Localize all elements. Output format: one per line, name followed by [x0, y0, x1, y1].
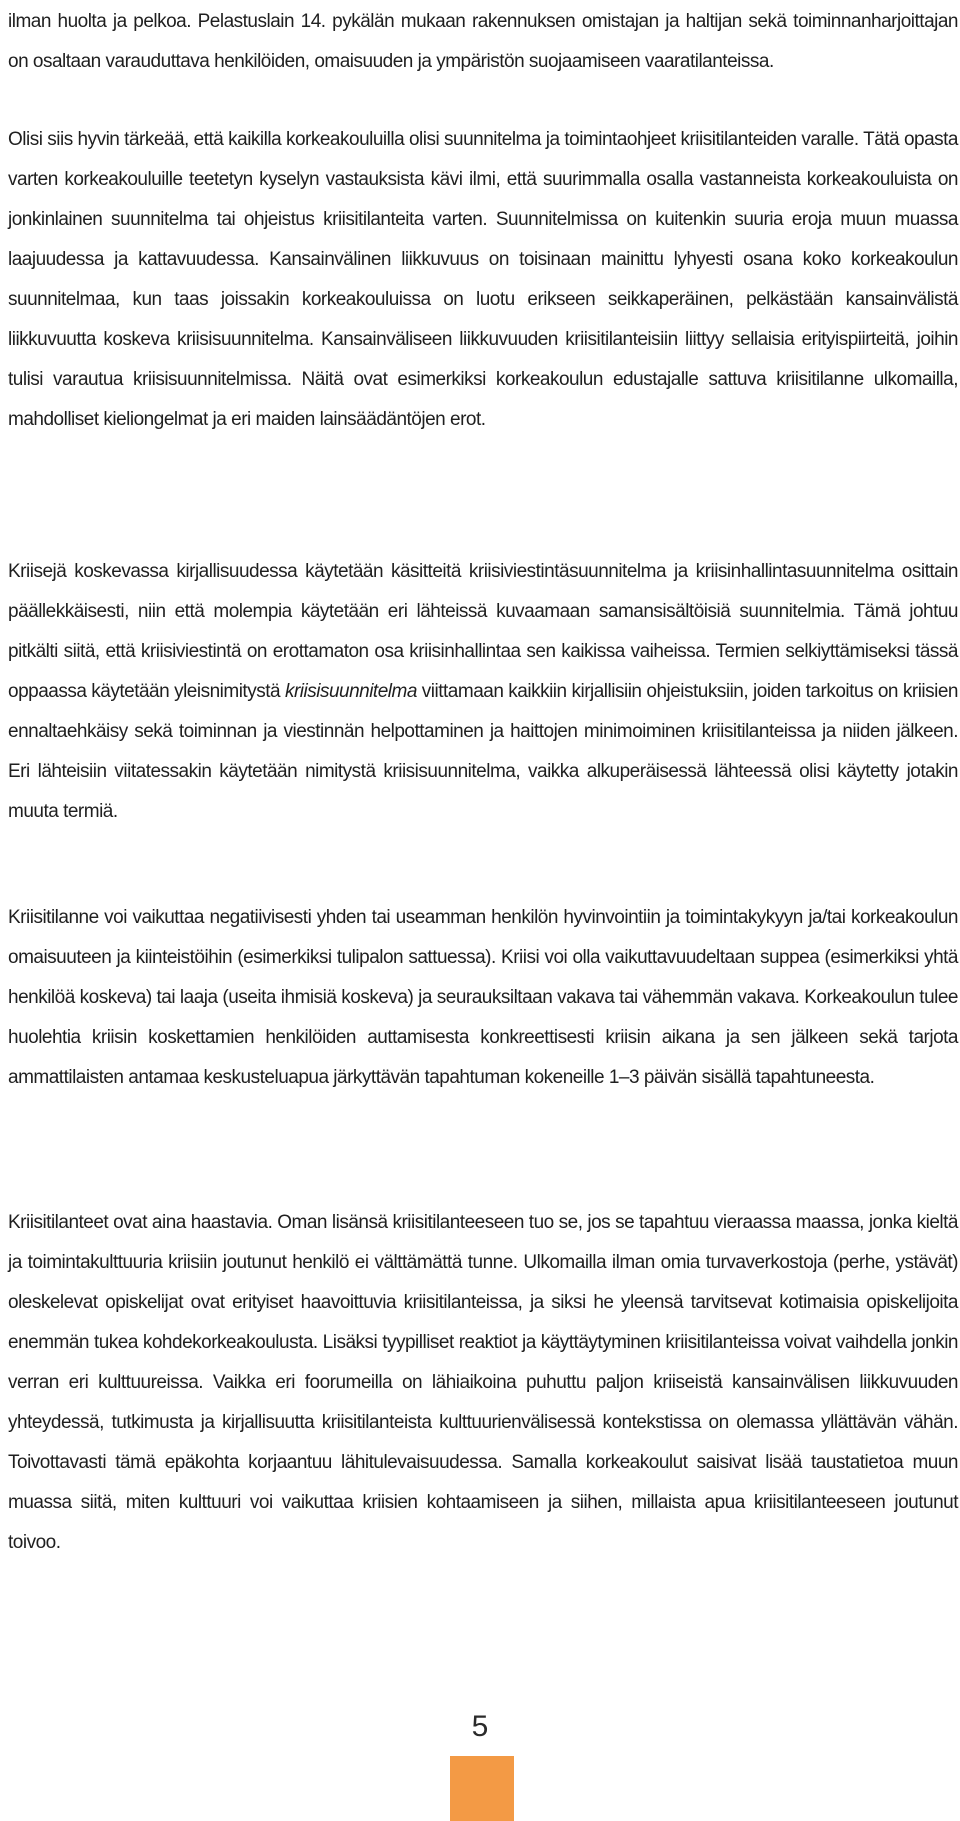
paragraph-2: Olisi siis hyvin tärkeää, että kaikilla korkeakouluilla olisi suunnitelma ja toimintaohjeet kriisitilanteiden varalle. Tätä opasta varten korkeakouluille teetetyn kyselyn vastauksista kävi ilmi, että suurimmalla osalla vastanneista korkeakouluista on jonkinlainen suunnitelma tai ohjeistus kriisitilanteita varten. Suunnitelmissa on kuitenkin suuria eroja muun muassa laajuudessa ja kattavuudessa. Kansainvälinen liikkuvuus on toisinaan mainittu lyhyesti osana koko korkeakoulun suunnitelmaa, kun taas joissakin korkeakouluissa on luotu erikseen seikkaperäinen, pelkästään kansainvälistä liikkuvuutta koskeva kriisisuunnitelma. Kansainväliseen liikkuvuuden kriisitilanteisiin liittyy sellaisia erityispiirteitä, joihin tulisi varautua kriisisuunnitelmissa. Näitä ovat esimerkiksi korkeakoulun edustajalle sattuva kriisitilanne ulkomailla, mahdolliset kieliongelmat ja eri maiden lainsäädäntöjen erot. — [8, 129, 958, 430]
term-emphasis: kriisisuunnitelma — [284, 681, 417, 702]
paragraph-4: Kriisitilanne voi vaikuttaa negatiivisesti yhden tai useamman henkilön hyvinvointiin ja toimintakykyyn ja/tai korkeakoulun omaisuuteen ja kiinteistöihin (esimerkiksi tulipalon sattuessa). Kriisi voi olla vaikuttavuudeltaan suppea (esimerkiksi yhtä henkilöä koskeva) tai laaja (useita ihmisiä koskeva) ja seurauksiltaan vakava tai vähemmän vakava. Korkeakoulun tulee huolehtia kriisin koskettamien henkilöiden auttamisesta konkreettisesti kriisin aikana ja sen jälkeen sekä tarjota ammattilaisten antamaa keskusteluapua järkyttävän tapahtuman kokeneille 1–3 päivän sisällä tapahtuneesta. — [8, 907, 958, 1088]
paragraph-3 — [8, 552, 958, 832]
page-number: 5 — [471, 1710, 489, 1743]
page-number-tab — [450, 1756, 514, 1821]
paragraph-3-text-before: Kriisejä koskevassa kirjallisuudessa käytetään käsitteitä kriisiviestintäsuunnitelma ja kriisinhallintasuunnitelma osittain päällekkäisesti, niin että molempia käytetään eri lähteissä kuvaamaan samansisältöisiä suunnitelmia. Tämä johtuu pitkälti siitä, että kriisiviestintä on erottamaton osa kriisinhallintaa sen kaikissa vaiheissa. Termien selkiyttämiseksi tässä oppaassa käytetään yleisnimitystä — [8, 561, 958, 702]
paragraph-3-text-after: viittamaan kaikkiin kirjallisiin ohjeistuksiin, joiden tarkoitus on kriisien ennaltaehkäisy sekä toiminnan ja viestinnän helpottaminen ja haittojen minimoiminen kriisitilanteissa ja niiden jälkeen. Eri lähteisiin viitatessakin käytetään nimitystä kriisisuunnitelma, vaikka alkuperäisessä lähteessä olisi käytetty jotakin muuta termiä. — [8, 681, 958, 822]
paragraph-1: ilman huolta ja pelkoa. Pelastuslain 14. pykälän mukaan rakennuksen omistajan ja haltijan sekä toiminnanharjoittajan on osaltaan varauduttava henkilöiden, omaisuuden ja ympäristön suojaamiseen vaaratilanteissa. — [8, 11, 958, 72]
paragraph-5: Kriisitilanteet ovat aina haastavia. Oman lisänsä kriisitilanteeseen tuo se, jos se tapahtuu vieraassa maassa, jonka kieltä ja toimintakulttuuria kriisiin joutunut henkilö ei välttämättä tunne. Ulkomailla ilman omia turvaverkostoja (perhe, ystävät) oleskelevat opiskelijat ovat erityiset haavoittuvia kriisitilanteissa, ja siksi he yleensä tarvitsevat kotimaisia opiskelijoita enemmän tukea kohdekorkeakoulusta. Lisäksi tyypilliset reaktiot ja käyttäytyminen kriisitilanteissa voivat vaihdella jonkin verran eri kulttuureissa. Vaikka eri foorumeilla on lähiaikoina puhuttu paljon kriiseistä kansainvälisen liikkuvuuden yhteydessä, tutkimusta ja kirjallisuutta kriisitilanteista kulttuurienvälisessä kontekstissa on olemassa yllättävän vähän. Toivottavasti tämä epäkohta korjaantuu lähitulevaisuudessa. Samalla korkeakoulut saisivat lisää taustatietoa muun muassa siitä, miten kulttuuri voi vaikuttaa kriisien kohtaamiseen ja siihen, millaista apua kriisitilanteeseen joutunut toivoo. — [8, 1212, 958, 1553]
